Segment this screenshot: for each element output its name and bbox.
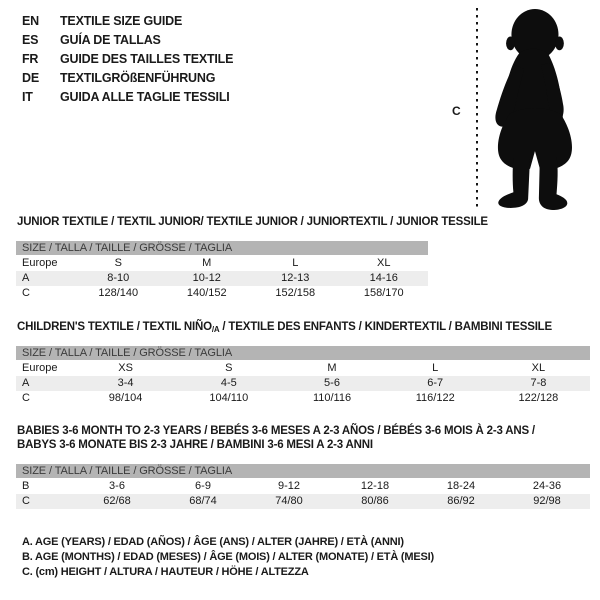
children-title-sub: /A	[211, 325, 220, 334]
row-label: B	[22, 480, 30, 492]
size-cell: 8-10	[107, 272, 130, 284]
legend-line: C. (cm) HEIGHT / ALTURA / HAUTEUR / HÖHE / ALTEZZA	[22, 566, 309, 578]
babies-size-table	[16, 464, 590, 509]
size-cell: 4-5	[220, 377, 237, 389]
table-row	[16, 494, 590, 509]
language-code: ES	[22, 33, 39, 47]
size-cell: 10-12	[192, 272, 221, 284]
table-row	[16, 256, 428, 271]
table-row	[16, 391, 590, 406]
size-cell: 92/98	[533, 495, 561, 507]
size-cell: 3-4	[117, 377, 134, 389]
babies-section-title	[17, 425, 535, 452]
size-table-header: SIZE / TALLA / TAILLE / GRÖSSE / TAGLIA	[16, 346, 590, 360]
size-cell: 18-24	[446, 480, 476, 492]
size-cell: 14-16	[369, 272, 398, 284]
language-code: EN	[22, 14, 39, 28]
size-table-header: SIZE / TALLA / TAILLE / GRÖSSE / TAGLIA	[16, 464, 590, 478]
size-cell: M	[202, 257, 212, 269]
size-cell: 104/110	[209, 392, 249, 404]
legend-line: B. AGE (MONTHS) / EDAD (MESES) / ÂGE (MOIS) / ALTER (MONATE) / ETÀ (MESI)	[22, 551, 434, 563]
language-code: DE	[22, 71, 39, 85]
size-cell: 5-6	[324, 377, 340, 389]
language-row	[22, 12, 233, 31]
table-row	[16, 376, 590, 391]
row-label: Europe	[22, 362, 58, 374]
size-cell: 9-12	[277, 480, 301, 492]
size-cell: L	[432, 362, 439, 374]
children-title-before: CHILDREN'S TEXTILE / TEXTIL NIÑO	[17, 321, 212, 333]
size-cell: XS	[118, 362, 133, 374]
size-cell: 140/152	[186, 287, 227, 299]
children-section-title	[17, 321, 552, 334]
table-row	[16, 479, 590, 494]
size-cell: 6-9	[195, 480, 211, 492]
size-cell: 128/140	[98, 287, 139, 299]
size-cell: L	[292, 257, 299, 269]
language-label: GUIDA ALLE TAGLIE TESSILI	[60, 90, 230, 104]
children-size-table	[16, 346, 590, 406]
size-cell: 116/122	[415, 392, 455, 404]
size-cell: 12-13	[281, 272, 310, 284]
table-row	[16, 271, 428, 286]
language-row	[22, 88, 233, 107]
row-label: C	[22, 495, 30, 507]
language-label: GUÍA DE TALLAS	[60, 33, 161, 47]
babies-title-line1: BABIES 3-6 MONTH TO 2-3 YEARS / BEBÉS 3-6 MESES A 2-3 AÑOS / BÉBÉS 3-6 MOIS À 2-3 ANS /	[17, 425, 535, 437]
row-label: A	[22, 272, 30, 284]
row-label: C	[22, 392, 30, 404]
size-cell: 86/92	[447, 495, 475, 507]
language-row	[22, 50, 233, 69]
language-code: IT	[22, 90, 33, 104]
size-cell: 12-18	[360, 480, 390, 492]
language-row	[22, 69, 233, 88]
row-label: Europe	[22, 257, 58, 269]
junior-section-title: JUNIOR TEXTILE / TEXTIL JUNIOR/ TEXTILE JUNIOR / JUNIORTEXTIL / JUNIOR TESSILE	[17, 216, 488, 228]
row-label: A	[22, 377, 30, 389]
junior-size-table	[16, 241, 428, 301]
size-cell: 7-8	[530, 377, 547, 389]
size-table-header: SIZE / TALLA / TAILLE / GRÖSSE / TAGLIA	[16, 241, 428, 255]
size-cell: 152/158	[275, 287, 316, 299]
size-cell: 68/74	[189, 495, 217, 507]
language-row	[22, 31, 233, 50]
table-row	[16, 286, 428, 301]
measure-legend	[22, 535, 434, 580]
language-label: TEXTILGRÖßENFÜHRUNG	[60, 71, 216, 85]
toddler-silhouette	[484, 8, 582, 210]
size-cell: S	[114, 257, 122, 269]
height-dotted-line	[476, 8, 478, 210]
size-cell: 24-36	[532, 480, 562, 492]
size-cell: 6-7	[427, 377, 444, 389]
language-label: GUIDE DES TAILLES TEXTILE	[60, 52, 234, 66]
size-cell: 80/86	[361, 495, 389, 507]
language-label: TEXTILE SIZE GUIDE	[60, 14, 183, 28]
legend-line: A. AGE (YEARS) / EDAD (AÑOS) / ÂGE (ANS) / ALTER (JAHRE) / ETÀ (ANNI)	[22, 536, 404, 548]
size-cell: 158/170	[363, 287, 404, 299]
language-list	[22, 12, 233, 107]
row-label: C	[22, 287, 30, 299]
height-measure-label: C	[452, 104, 461, 118]
size-cell: XL	[377, 257, 391, 269]
babies-title-line2: BABYS 3-6 MONATE BIS 2-3 JAHRE / BAMBINI 3-6 MESI A 2-3 ANNI	[17, 438, 373, 451]
table-row	[16, 361, 590, 376]
size-cell: 3-6	[109, 480, 125, 492]
children-title-after: / TEXTILE DES ENFANTS / KINDERTEXTIL / BAMBINI TESSILE	[219, 321, 552, 333]
size-cell: 98/104	[108, 392, 143, 404]
size-cell: XL	[531, 362, 546, 374]
size-cell: M	[327, 362, 337, 374]
language-code: FR	[22, 52, 39, 66]
size-cell: 110/116	[312, 392, 352, 404]
size-cell: 122/128	[518, 392, 559, 404]
size-cell: 74/80	[275, 495, 303, 507]
size-cell: 62/68	[103, 495, 131, 507]
size-cell: S	[225, 362, 233, 374]
